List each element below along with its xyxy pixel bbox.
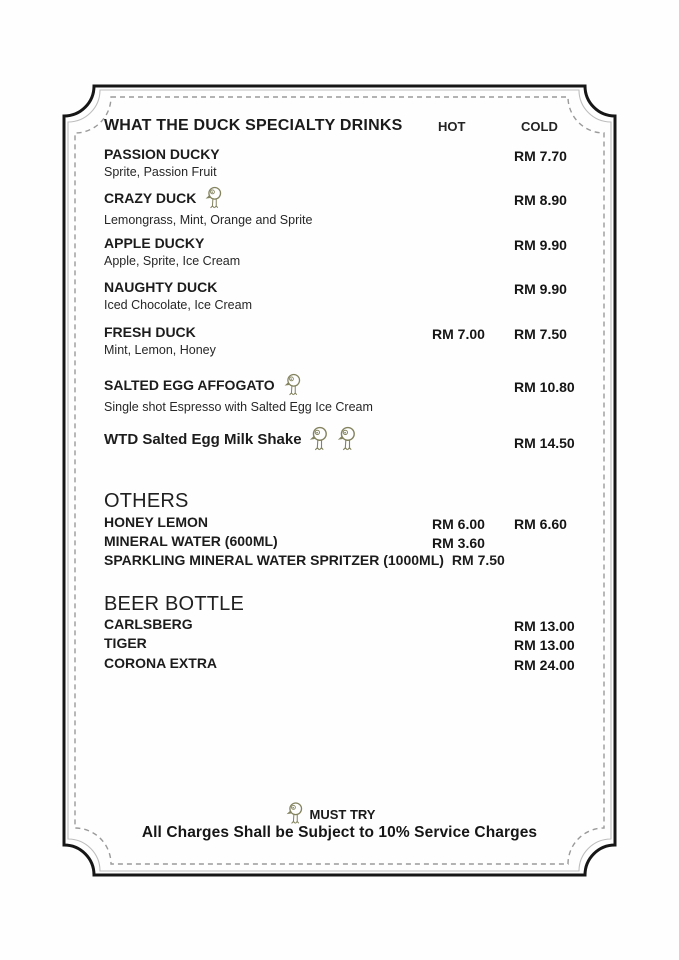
item-price-hot: RM 6.00 <box>432 516 485 532</box>
menu-item-corona-extra <box>104 656 576 671</box>
column-header-hot: HOT <box>438 119 466 134</box>
item-name: WTD Salted Egg Milk Shake <box>104 431 302 448</box>
item-name: FRESH DUCK <box>104 324 196 340</box>
must-try-duck-icon <box>282 372 303 397</box>
menu-item-sparkling-mineral-water-spritzer <box>104 553 576 568</box>
beer-section-header: BEER BOTTLE <box>104 593 245 615</box>
menu-item-salted-egg-affogato <box>104 378 576 414</box>
item-price-cold: RM 6.60 <box>514 516 567 532</box>
must-try-duck-icon <box>203 185 224 210</box>
item-name: TIGER <box>104 635 147 651</box>
item-price-cold: RM 13.00 <box>514 637 575 653</box>
must-try-legend <box>0 800 669 826</box>
must-try-duck-icon <box>335 425 358 452</box>
item-name: CRAZY DUCK <box>104 190 197 206</box>
item-price-cold: RM 9.90 <box>514 281 567 297</box>
section-title: WHAT THE DUCK SPECIALTY DRINKS <box>104 117 403 134</box>
others-section-header: OTHERS <box>104 490 189 512</box>
item-price-cold: RM 14.50 <box>514 435 575 451</box>
item-desc: Mint, Lemon, Honey <box>104 343 216 357</box>
menu-item-mineral-water <box>104 534 576 549</box>
item-desc: Iced Chocolate, Ice Cream <box>104 298 252 312</box>
item-price-cold: RM 7.50 <box>514 326 567 342</box>
item-price-hot: RM 7.00 <box>432 326 485 342</box>
item-price-cold: RM 9.90 <box>514 237 567 253</box>
item-price-cold: RM 10.80 <box>514 379 575 395</box>
must-try-label: MUST TRY <box>309 807 376 822</box>
item-desc: Apple, Sprite, Ice Cream <box>104 254 241 268</box>
item-name: MINERAL WATER (600ML) <box>104 533 278 549</box>
item-desc: Single shot Espresso with Salted Egg Ice Cream <box>104 400 373 414</box>
item-name: APPLE DUCKY <box>104 235 205 251</box>
menu-item-apple-ducky <box>104 236 576 268</box>
menu-item-honey-lemon <box>104 515 576 530</box>
service-charge-note: All Charges Shall be Subject to 10% Service Charges <box>141 824 538 841</box>
menu-item-passion-ducky <box>104 147 576 179</box>
menu-item-carlsberg <box>104 617 576 632</box>
item-name: HONEY LEMON <box>104 514 208 530</box>
must-try-duck-icon <box>284 800 305 826</box>
item-name: NAUGHTY DUCK <box>104 279 218 295</box>
column-header-cold: COLD <box>521 119 558 134</box>
menu-item-wtd-salted-egg-milk-shake <box>104 432 576 452</box>
item-name: PASSION DUCKY <box>104 146 220 162</box>
menu-item-crazy-duck <box>104 191 576 227</box>
item-price-hot: RM 3.60 <box>432 535 485 551</box>
item-price-cold: RM 24.00 <box>514 657 575 673</box>
item-name: CARLSBERG <box>104 616 193 632</box>
menu-item-fresh-duck <box>104 325 576 357</box>
menu-item-tiger <box>104 636 576 651</box>
item-desc: Sprite, Passion Fruit <box>104 165 217 179</box>
item-price-cold: RM 7.70 <box>514 148 567 164</box>
item-name: SALTED EGG AFFOGATO <box>104 377 275 393</box>
item-name: CORONA EXTRA <box>104 655 218 671</box>
item-desc: Lemongrass, Mint, Orange and Sprite <box>104 213 313 227</box>
item-price-cold: RM 13.00 <box>514 618 575 634</box>
menu-item-naughty-duck <box>104 280 576 312</box>
must-try-duck-icon <box>307 425 330 452</box>
item-price-hot: RM 7.50 <box>451 552 505 568</box>
item-price-cold: RM 8.90 <box>514 192 567 208</box>
item-name: SPARKLING MINERAL WATER SPRITZER (1000ML) <box>104 552 444 568</box>
